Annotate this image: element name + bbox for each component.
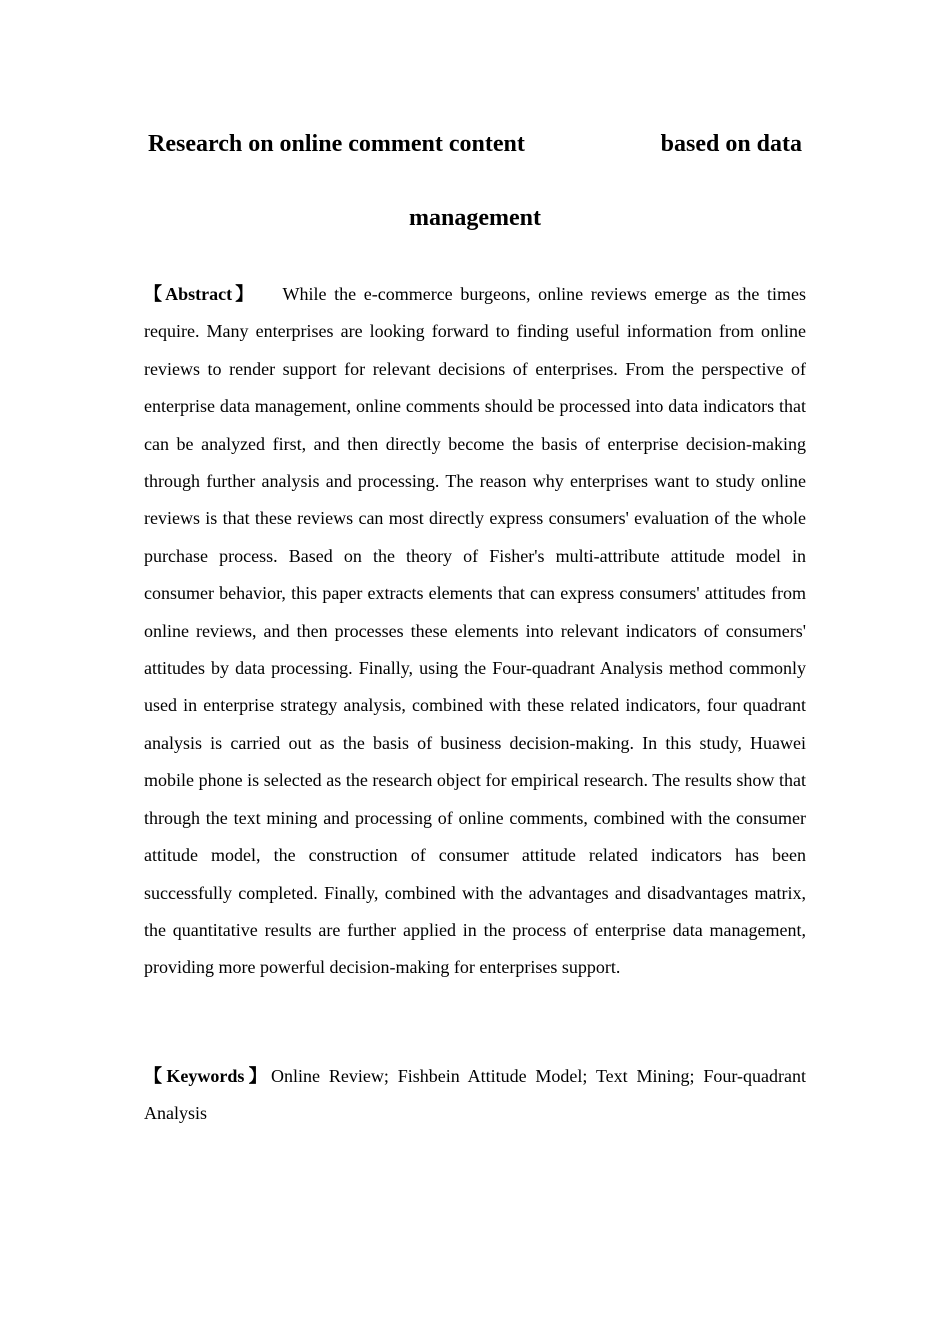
- keywords-text: Online Review; Fishbein Attitude Model; Text Mining; Four-quadrant Analysis: [144, 1066, 806, 1124]
- title-part-2: based on data: [660, 131, 802, 157]
- keywords-label: 【Keywords】: [144, 1066, 272, 1086]
- paper-title-line-2: management: [409, 205, 541, 231]
- title-part-1: Research on online comment content: [148, 131, 525, 157]
- abstract-text: While the e-commerce burgeons, online reviews emerge as the times require. Many enterprises are looking forward to finding useful information from online reviews to render support for relevant decisions of enterprises. From the perspective of enterprise data management, online comments should be processed into data indicators that can be analyzed first, and then directly become the basis of enterprise decision-making through further analysis and processing. The reason why enterprises want to study online reviews is that these reviews can most directly express consumers' evaluation of the whole purchase process. Based on the theory of Fisher's multi-attribute attitude model in consumer behavior, this paper extracts elements that can express consumers' attitudes from online reviews, and then processes these elements into relevant indicators of consumers' attitudes by data processing. Finally, using the Four-quadrant Analysis method commonly used in enterprise strategy analysis, combined with these related indicators, four quadrant analysis is carried out as the basis of business decision-making. In this study, Huawei mobile phone is selected as the research object for empirical research. The results show that through the text mining and processing of online comments, combined with the consumer attitude model, the construction of consumer attitude related indicators has been successfully completed. Finally, combined with the advantages and disadvantages matrix, the quantitative results are further applied in the process of enterprise data management, providing more powerful decision-making for enterprises support.: [144, 284, 806, 978]
- abstract-label: 【Abstract】: [144, 284, 257, 304]
- abstract-section: [144, 276, 806, 987]
- paper-title-line-1: [148, 126, 802, 162]
- keywords-section: [144, 1058, 806, 1133]
